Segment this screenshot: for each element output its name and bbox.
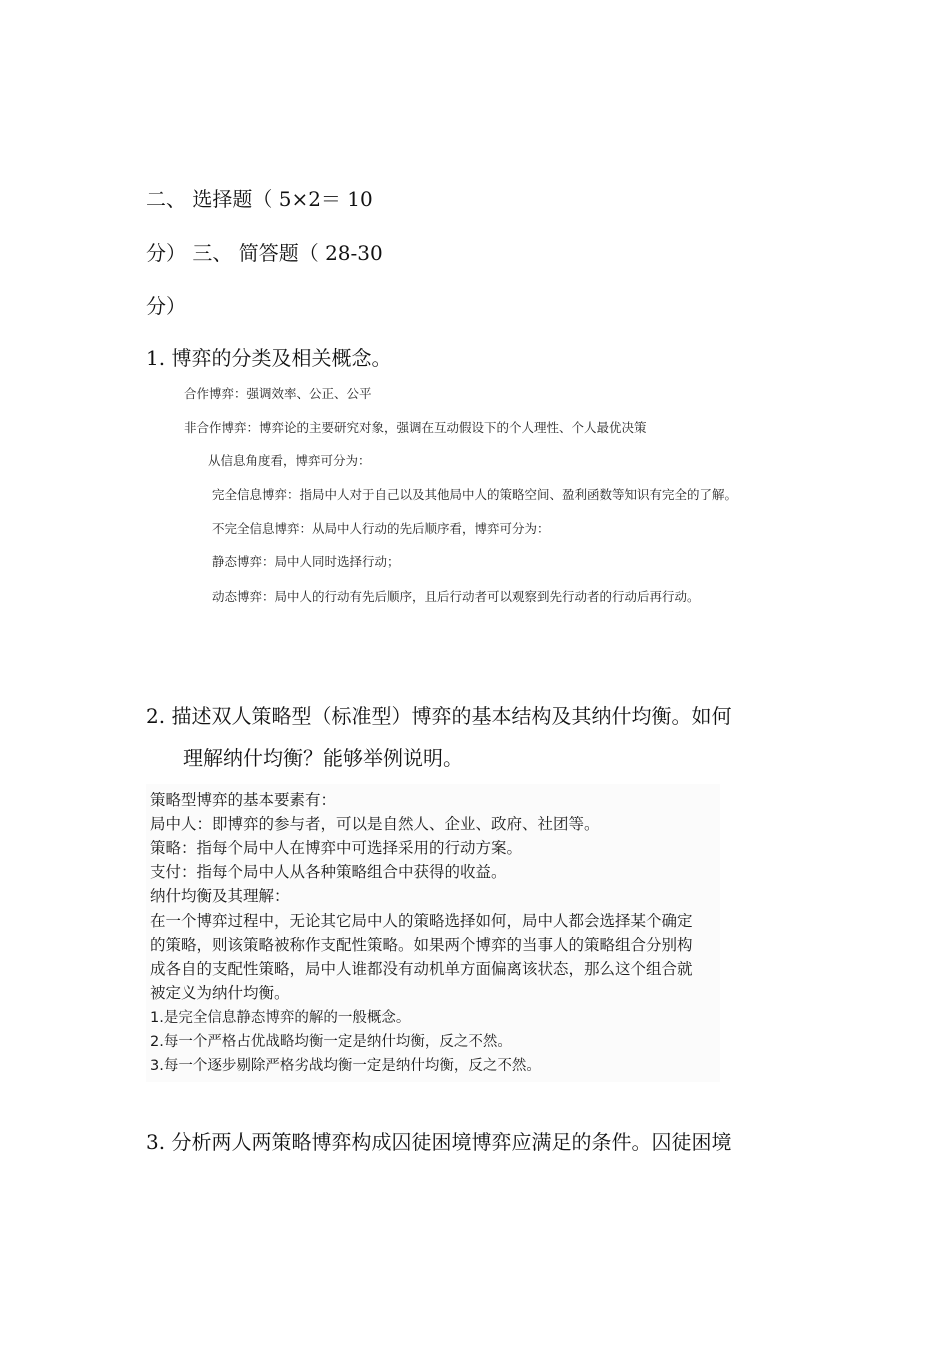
q1-item: 完全信息博弈：指局中人对于自己以及其他局中人的策略空间、盈利函数等知识有完全的了解。 — [212, 487, 738, 502]
answer-line: 成各自的支配性策略，局中人谁都没有动机单方面偏离该状态，那么这个组合就 — [150, 960, 693, 978]
answer-line: 3.每一个逐步剔除严格劣战均衡一定是纳什均衡，反之不然。 — [150, 1058, 541, 1074]
q1-item: 静态博弈：局中人同时选择行动； — [212, 554, 400, 569]
question-2-title-line2: 理解纳什均衡？能够举例说明。 — [183, 746, 463, 770]
answer-line: 被定义为纳什均衡。 — [150, 984, 290, 1002]
answer-line: 纳什均衡及其理解： — [150, 887, 290, 905]
q1-item: 动态博弈：局中人的行动有先后顺序，且后行动者可以观察到先行动者的行动后再行动。 — [212, 589, 700, 604]
answer-line: 在一个博弈过程中，无论其它局中人的策略选择如何，局中人都会选择某个确定 — [150, 912, 693, 930]
question-1-title: 1. 博弈的分类及相关概念。 — [146, 346, 392, 370]
question-2-title-line1: 2. 描述双人策略型（标准型）博弈的基本结构及其纳什均衡。如何 — [146, 704, 732, 728]
question-3-title: 3. 分析两人两策略博弈构成囚徒困境博弈应满足的条件。囚徒困境 — [146, 1130, 732, 1154]
answer-line: 策略型博弈的基本要素有： — [150, 791, 337, 809]
answer-line: 支付：指每个局中人从各种策略组合中获得的收益。 — [150, 863, 507, 881]
answer-line: 局中人：即博弈的参与者，可以是自然人、企业、政府、社团等。 — [150, 815, 600, 833]
section-header-line1: 二、 选择题（ 5×2＝ 10 — [146, 187, 373, 211]
section-header-line3: 分） — [146, 294, 186, 318]
q1-item: 非合作博弈：博弈论的主要研究对象，强调在互动假设下的个人理性、个人最优决策 — [184, 420, 647, 435]
answer-line: 2.每一个严格占优战略均衡一定是纳什均衡，反之不然。 — [150, 1034, 512, 1050]
answer-line: 策略：指每个局中人在博弈中可选择采用的行动方案。 — [150, 839, 523, 857]
section-header-line2: 分） 三、 简答题（ 28-30 — [146, 241, 383, 265]
q2-answer-image — [146, 784, 720, 1082]
q1-item: 不完全信息博弈：从局中人行动的先后顺序看，博弈可分为： — [212, 521, 550, 536]
q1-item: 从信息角度看，博弈可分为： — [208, 453, 371, 468]
q1-item: 合作博弈：强调效率、公正、公平 — [184, 386, 372, 401]
answer-line: 1.是完全信息静态博弈的解的一般概念。 — [150, 1010, 411, 1026]
answer-line: 的策略，则该策略被称作支配性策略。如果两个博弈的当事人的策略组合分别构 — [150, 936, 693, 954]
